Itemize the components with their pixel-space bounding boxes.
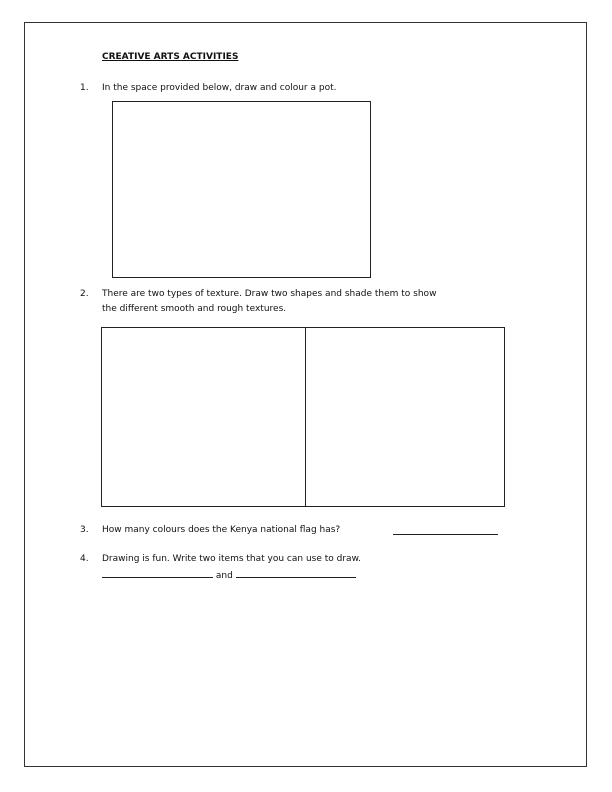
drawing-item-2-blank[interactable] — [236, 568, 356, 578]
question-number: 2. — [80, 289, 89, 299]
question-number: 1. — [80, 83, 89, 93]
flag-colours-answer-blank[interactable] — [393, 525, 498, 535]
smooth-texture-area[interactable] — [101, 327, 306, 507]
question-4-text: Drawing is fun. Write two items that you can use to draw. — [102, 554, 361, 564]
pot-drawing-area[interactable] — [112, 101, 371, 278]
rough-texture-area[interactable] — [305, 327, 505, 507]
question-number: 4. — [80, 554, 89, 564]
drawing-item-1-blank[interactable] — [102, 568, 213, 578]
question-2-text-line-1: There are two types of texture. Draw two shapes and shade them to show — [102, 289, 437, 299]
worksheet-title: CREATIVE ARTS ACTIVITIES — [102, 52, 239, 62]
question-number: 3. — [80, 525, 89, 535]
question-3-text: How many colours does the Kenya national flag has? — [102, 525, 341, 535]
question-1-text: In the space provided below, draw and colour a pot. — [102, 83, 337, 93]
and-connector: and — [215, 571, 233, 581]
question-2-text-line-2: the different smooth and rough textures. — [102, 304, 287, 314]
